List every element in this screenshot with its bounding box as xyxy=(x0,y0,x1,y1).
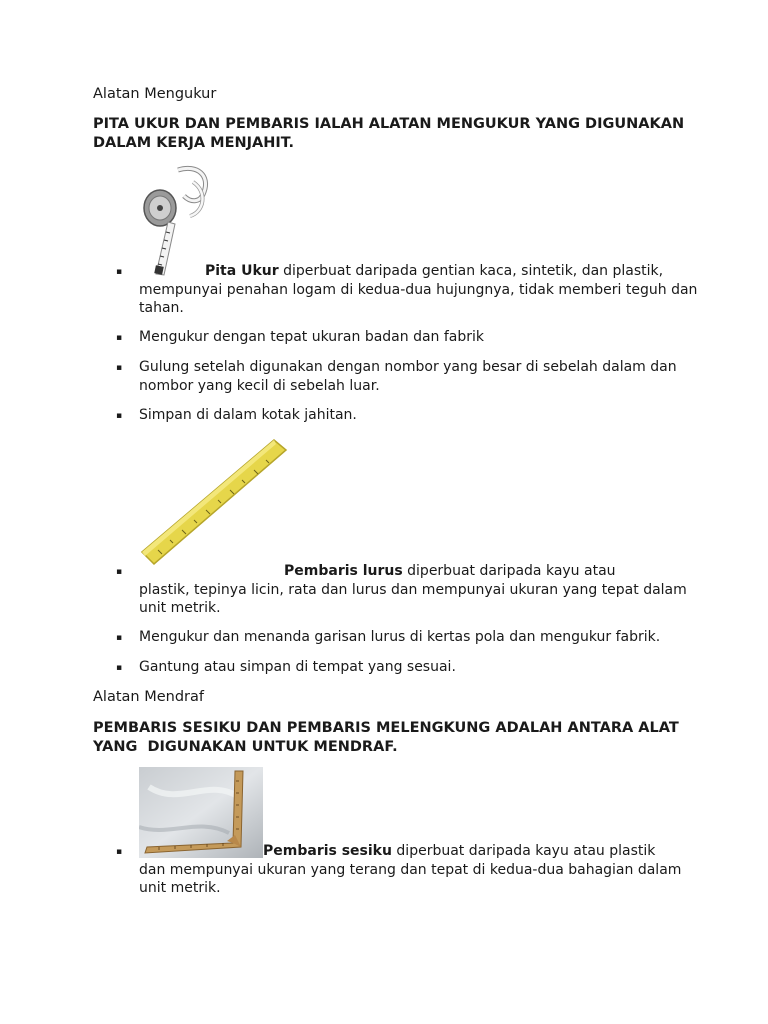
intro-mendraf-line2: YANG DIGUNAKAN UNTUK MENDRAF. xyxy=(93,739,398,755)
list-item: Mengukur dengan tepat ukuran badan dan fabrik xyxy=(139,329,485,345)
term-pita-ukur: Pita Ukur xyxy=(205,263,279,279)
bullet-icon: ▪ xyxy=(116,633,123,643)
section-heading-mengukur: Alatan Mengukur xyxy=(93,86,217,102)
bullet-icon: ▪ xyxy=(116,847,123,857)
bullet-icon: ▪ xyxy=(116,333,123,343)
bullet-icon: ▪ xyxy=(116,267,123,277)
list-item-pita-ukur: Pita Ukur diperbuat daripada gentian kaca, sintetik, dan plastik, mempunyai penahan logam di kedua-dua hujungnya, tidak memberi teguh dan tahan. xyxy=(139,263,698,316)
list-item-pembaris-sesiku: Pembaris sesiku diperbuat daripada kayu atau plastik dan mempunyai ukuran yang terang dan tepat di kedua-dua bahagian dalam unit metrik. xyxy=(139,843,682,896)
straight-ruler-image xyxy=(138,438,288,568)
list-item: Gantung atau simpan di tempat yang sesuai. xyxy=(139,659,456,675)
term-pembaris-sesiku: Pembaris sesiku xyxy=(263,843,392,859)
bullet-icon: ▪ xyxy=(116,663,123,673)
intro-mengukur xyxy=(93,115,713,153)
section-heading-mendraf: Alatan Mendraf xyxy=(93,689,204,705)
list-item: Mengukur dan menanda garisan lurus di kertas pola dan mengukur fabrik. xyxy=(139,629,661,645)
intro-mengukur-line1: PITA UKUR DAN PEMBARIS IALAH ALATAN MENGUKUR YANG DIGUNAKAN xyxy=(93,116,685,132)
bullet-icon: ▪ xyxy=(116,363,123,373)
list-item-pembaris-lurus: Pembaris lurus diperbuat daripada kayu atau plastik, tepinya licin, rata dan lurus dan mempunyai ukuran yang tepat dalam unit metrik. xyxy=(139,563,687,616)
bullet-icon: ▪ xyxy=(116,411,123,421)
list-item: Gulung setelah digunakan dengan nombor yang besar di sebelah dalam dan nombor yang kecil di sebelah luar. xyxy=(139,359,677,394)
list-item: Simpan di dalam kotak jahitan. xyxy=(139,407,357,423)
intro-mengukur-line2: DALAM KERJA MENJAHIT. xyxy=(93,135,294,151)
intro-mendraf-line1: PEMBARIS SESIKU DAN PEMBARIS MELENGKUNG ADALAH ANTARA ALAT xyxy=(93,720,679,736)
term-pembaris-lurus: Pembaris lurus xyxy=(284,563,403,579)
tape-measure-image xyxy=(138,162,210,276)
bullet-icon: ▪ xyxy=(116,567,123,577)
intro-mendraf xyxy=(93,719,713,757)
